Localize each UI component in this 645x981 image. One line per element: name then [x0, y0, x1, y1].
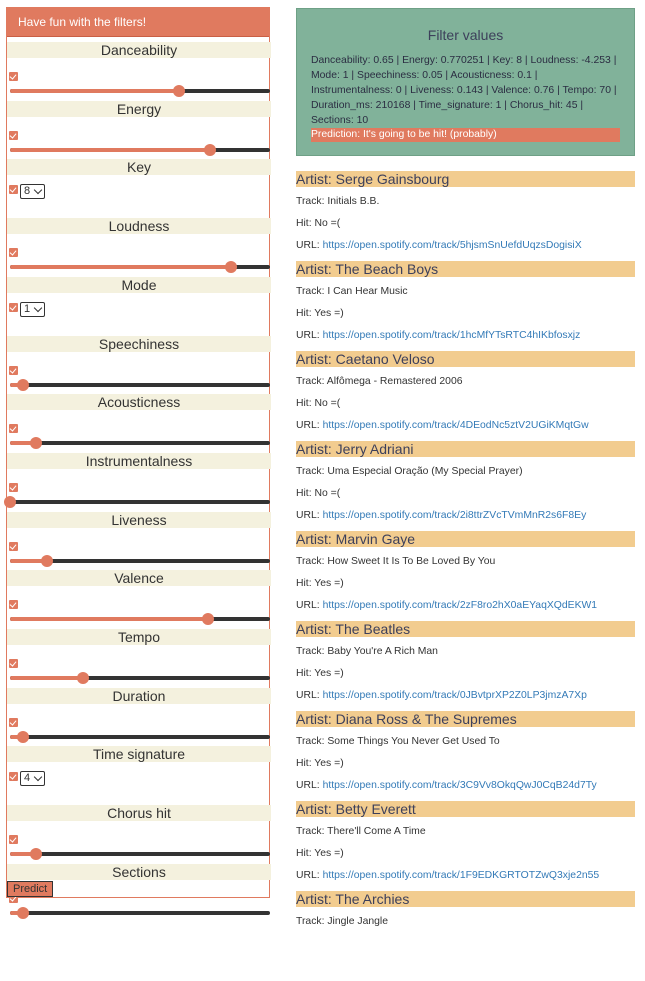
filter-slider[interactable]: [10, 617, 270, 621]
track-url-label: URL:: [296, 870, 323, 881]
filter-label: Loudness: [7, 218, 271, 234]
track-item: [296, 801, 635, 891]
filter-label: Liveness: [7, 512, 271, 528]
filter-enabled-checkbox[interactable]: [9, 835, 18, 844]
track-item: [296, 711, 635, 801]
track-url-label: URL:: [296, 240, 323, 251]
filter-controls: [7, 410, 271, 450]
slider-thumb[interactable]: [17, 731, 29, 743]
filter-label: Chorus hit: [7, 805, 271, 821]
filter-danceability: [7, 42, 271, 98]
slider-thumb[interactable]: [204, 144, 216, 156]
slider-fill: [10, 265, 231, 269]
filter-enabled-checkbox[interactable]: [9, 542, 18, 551]
filter-label: Sections: [7, 864, 271, 880]
track-title: Track: Some Things You Never Get Used To: [296, 736, 500, 747]
filter-instrumentalness: [7, 453, 271, 509]
filter-controls: [7, 234, 271, 274]
slider-fill: [10, 676, 83, 680]
filter-mode: [7, 277, 271, 333]
slider-thumb[interactable]: [225, 261, 237, 273]
track-title: Track: Baby You're A Rich Man: [296, 646, 438, 657]
track-item: [296, 891, 635, 981]
track-item: [296, 531, 635, 621]
filter-select[interactable]: 1: [20, 302, 45, 317]
filter-enabled-checkbox[interactable]: [9, 366, 18, 375]
slider-thumb[interactable]: [17, 907, 29, 919]
filter-label: Tempo: [7, 629, 271, 645]
track-item: [296, 621, 635, 711]
filter-controls: [7, 469, 271, 509]
filter-acousticness: [7, 394, 271, 450]
filter-enabled-checkbox[interactable]: [9, 483, 18, 492]
filter-liveness: [7, 512, 271, 568]
slider-thumb[interactable]: [30, 437, 42, 449]
track-item: [296, 441, 635, 531]
track-url-label: URL:: [296, 330, 323, 341]
track-title: Track: How Sweet It Is To Be Loved By You: [296, 556, 496, 567]
slider-thumb[interactable]: [17, 379, 29, 391]
track-url-link[interactable]: https://open.spotify.com/track/5hjsmSnUefdUqzsDogisiX: [322, 240, 582, 251]
filter-slider[interactable]: [10, 852, 270, 856]
slider-thumb[interactable]: [173, 85, 185, 97]
track-artist: Artist: Caetano Veloso: [296, 351, 635, 367]
filter-label: Speechiness: [7, 336, 271, 352]
track-artist: Artist: The Beatles: [296, 621, 635, 637]
track-title: Track: Uma Especial Oração (My Special Prayer): [296, 466, 523, 477]
filter-slider[interactable]: [10, 89, 270, 93]
filter-values-box: [296, 8, 635, 156]
track-hit: Hit: No =(: [296, 218, 341, 229]
track-url-label: URL:: [296, 780, 323, 791]
track-url-link[interactable]: https://open.spotify.com/track/2i8ttrZVcTVmMnR2s6F8Ey: [322, 510, 587, 521]
filter-controls: [7, 586, 271, 626]
predict-button[interactable]: Predict: [7, 881, 53, 897]
filter-enabled-checkbox[interactable]: [9, 718, 18, 727]
track-url-line: [296, 240, 582, 251]
filter-controls: [7, 293, 271, 333]
track-hit: Hit: Yes =): [296, 578, 344, 589]
track-url-label: URL:: [296, 690, 323, 701]
track-url-link[interactable]: https://open.spotify.com/track/0JBvtprXP2Z0LP3jmzA7Xp: [322, 690, 587, 701]
filter-slider[interactable]: [10, 441, 270, 445]
filter-enabled-checkbox[interactable]: [9, 303, 18, 312]
filter-controls: [7, 175, 271, 215]
filter-controls: [7, 352, 271, 392]
filter-controls: [7, 762, 271, 802]
filter-label: Danceability: [7, 42, 271, 58]
track-artist: Artist: Serge Gainsbourg: [296, 171, 635, 187]
track-url-line: [296, 690, 587, 701]
slider-thumb[interactable]: [30, 848, 42, 860]
track-url-line: [296, 870, 599, 881]
track-url-link[interactable]: https://open.spotify.com/track/4DEodNc5ztV2UGiKMqtGw: [322, 420, 589, 431]
filter-slider[interactable]: [10, 911, 270, 915]
filter-controls: [7, 704, 271, 744]
track-artist: Artist: Betty Everett: [296, 801, 635, 817]
filter-enabled-checkbox[interactable]: [9, 185, 18, 194]
track-title: Track: I Can Hear Music: [296, 286, 408, 297]
filter-label: Time signature: [7, 746, 271, 762]
filter-key: [7, 159, 271, 215]
track-item: [296, 171, 635, 261]
filter-controls: [7, 528, 271, 568]
filter-select[interactable]: 8: [20, 184, 45, 199]
filter-slider[interactable]: [10, 383, 270, 387]
filter-values-text: Danceability: 0.65 | Energy: 0.770251 | Key: 8 | Loudness: -4.253 | Mode: 1 | Speechiness: 0.05 | Acousticness: 0.1 | Instrumentalness: 0 | Liveness: 0.143 | Valence: 0.76 | Tempo: 70 | Duration_ms: 210168 | Time_signature: 1 | Chorus_hit: 45 | Sections: 10: [311, 55, 617, 126]
track-hit: Hit: No =(: [296, 398, 341, 409]
filter-chorus-hit: [7, 805, 271, 861]
track-url-label: URL:: [296, 600, 323, 611]
track-artist: Artist: The Beach Boys: [296, 261, 635, 277]
filter-controls: [7, 117, 271, 157]
track-title: Track: Initials B.B.: [296, 196, 380, 207]
track-item: [296, 261, 635, 351]
slider-thumb[interactable]: [77, 672, 89, 684]
track-url-line: [296, 780, 597, 791]
filter-speechiness: [7, 336, 271, 392]
track-artist: Artist: Diana Ross & The Supremes: [296, 711, 635, 727]
filter-label: Valence: [7, 570, 271, 586]
filter-slider[interactable]: [10, 265, 270, 269]
track-url-label: URL:: [296, 510, 323, 521]
filter-valence: [7, 570, 271, 626]
filter-loudness: [7, 218, 271, 274]
filter-slider[interactable]: [10, 148, 270, 152]
filter-slider[interactable]: [10, 500, 270, 504]
filter-enabled-checkbox[interactable]: [9, 659, 18, 668]
track-url-line: [296, 600, 597, 611]
filter-enabled-checkbox[interactable]: [9, 772, 18, 781]
track-hit: Hit: Yes =): [296, 848, 344, 859]
track-title: Track: There'll Come A Time: [296, 826, 426, 837]
track-artist: Artist: The Archies: [296, 891, 635, 907]
filter-enabled-checkbox[interactable]: [9, 600, 18, 609]
filter-slider[interactable]: [10, 676, 270, 680]
filter-label: Instrumentalness: [7, 453, 271, 469]
slider-thumb[interactable]: [41, 555, 53, 567]
filter-enabled-checkbox[interactable]: [9, 424, 18, 433]
filter-values-title: Filter values: [427, 27, 504, 43]
filter-time-signature: [7, 746, 271, 802]
track-url-label: URL:: [296, 420, 323, 431]
filter-label: Energy: [7, 101, 271, 117]
filter-label: Key: [7, 159, 271, 175]
slider-fill: [10, 617, 208, 621]
filter-label: Acousticness: [7, 394, 271, 410]
slider-thumb[interactable]: [202, 613, 214, 625]
track-title: Track: Alfômega - Remastered 2006: [296, 376, 463, 387]
track-url-link[interactable]: https://open.spotify.com/track/3C9Vv8OkqQwJ0CqB24d7Ty: [322, 780, 597, 791]
track-hit: Hit: Yes =): [296, 308, 344, 319]
filter-tempo: [7, 629, 271, 685]
filter-controls: [7, 821, 271, 861]
filter-controls: [7, 58, 271, 98]
filter-energy: [7, 101, 271, 157]
slider-fill: [10, 148, 210, 152]
track-hit: Hit: Yes =): [296, 668, 344, 679]
track-url-line: [296, 330, 580, 341]
track-list: [296, 171, 635, 981]
filter-slider[interactable]: [10, 559, 270, 563]
filter-label: Duration: [7, 688, 271, 704]
filter-controls: [7, 645, 271, 685]
filter-enabled-checkbox[interactable]: [9, 72, 18, 81]
track-artist: Artist: Marvin Gaye: [296, 531, 635, 547]
filters-panel: [6, 7, 270, 898]
filter-select[interactable]: 4: [20, 771, 45, 786]
track-title: Track: Jingle Jangle: [296, 916, 389, 927]
track-hit: Hit: Yes =): [296, 758, 344, 769]
prediction-text: Prediction: It's going to be hit! (probably): [311, 128, 620, 142]
track-url-line: [296, 510, 586, 521]
track-url-link[interactable]: https://open.spotify.com/track/1F9EDKGRTOTZwQ3xje2n55: [322, 870, 600, 881]
filter-enabled-checkbox[interactable]: [9, 248, 18, 257]
filter-label: Mode: [7, 277, 271, 293]
filter-slider[interactable]: [10, 735, 270, 739]
slider-fill: [10, 89, 179, 93]
filters-panel-title: Have fun with the filters!: [7, 8, 269, 37]
slider-thumb[interactable]: [4, 496, 16, 508]
track-url-link[interactable]: https://open.spotify.com/track/2zF8ro2hX0aEYaqXQdEKW1: [322, 600, 598, 611]
track-url-link[interactable]: https://open.spotify.com/track/1hcMfYTsRTC4hIKbfosxjz: [322, 330, 581, 341]
track-hit: Hit: No =(: [296, 488, 341, 499]
track-url-line: [296, 420, 589, 431]
filter-duration: [7, 688, 271, 744]
filter-enabled-checkbox[interactable]: [9, 131, 18, 140]
track-artist: Artist: Jerry Adriani: [296, 441, 635, 457]
track-item: [296, 351, 635, 441]
